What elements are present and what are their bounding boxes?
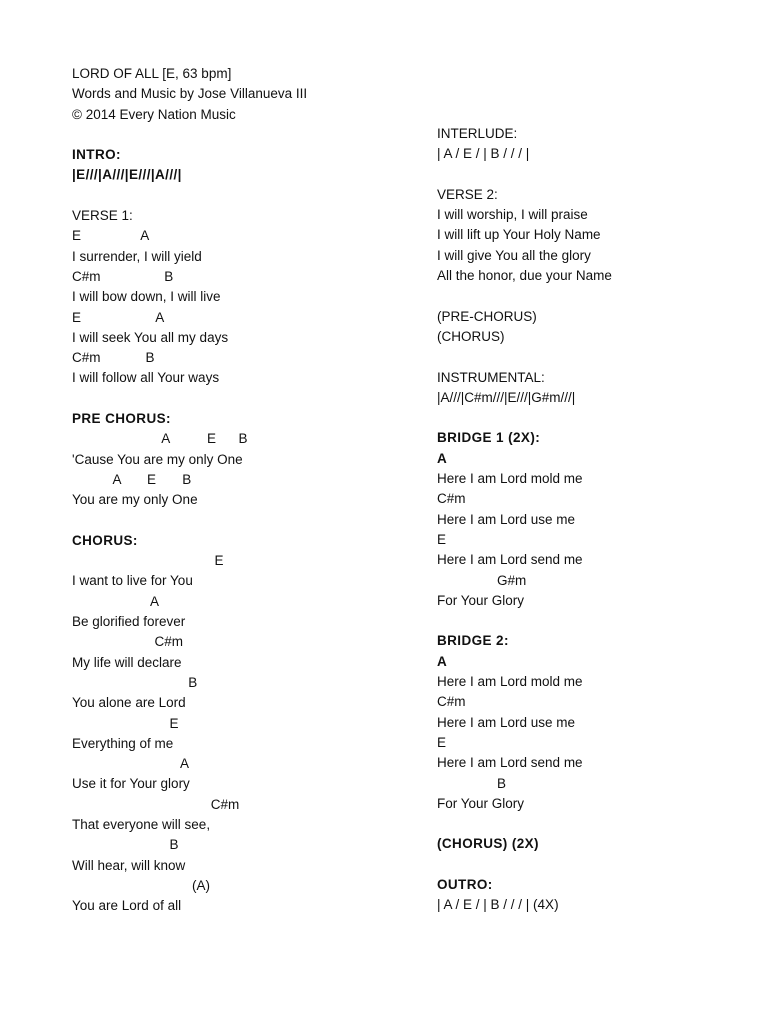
lyric-line: You alone are Lord — [72, 695, 186, 711]
spacer — [437, 347, 737, 367]
chord-line: (A) — [72, 877, 211, 893]
chord-line: E A — [72, 309, 165, 325]
chord-line: B — [72, 837, 179, 853]
chord-line: E — [437, 734, 447, 750]
lyric-line: My life will declare — [72, 654, 182, 670]
lyric-line: For Your Glory — [437, 795, 525, 811]
chord-line: C#m B — [72, 268, 174, 284]
chord-line: A — [72, 593, 160, 609]
chord-line: A — [72, 756, 190, 772]
section-heading: BRIDGE 2: — [437, 633, 509, 649]
lyric-line: Use it for Your glory — [72, 776, 190, 792]
section-heading: OUTRO: — [437, 876, 493, 892]
lyric-line: Will hear, will know — [72, 857, 186, 873]
lyric-line: I will give You all the glory — [437, 247, 591, 263]
spacer — [437, 165, 737, 185]
lyric-line: Here I am Lord mold me — [437, 674, 583, 690]
song-credits: Words and Music by Jose Villanueva III — [72, 86, 308, 102]
section-heading: |E///|A///|E///|A///| — [72, 167, 182, 183]
chord-line: B — [437, 775, 507, 791]
lyric-line: I will lift up Your Holy Name — [437, 227, 601, 243]
lyric-line: |A///|C#m///|E///|G#m///| — [437, 389, 576, 405]
lyric-line: I surrender, I will yield — [72, 248, 202, 264]
lyric-line: That everyone will see, — [72, 816, 211, 832]
lyric-line: I will bow down, I will live — [72, 289, 221, 305]
chord-line: B — [72, 674, 198, 690]
spacer — [437, 855, 737, 875]
lyric-line: All the honor, due your Name — [437, 268, 612, 284]
lyric-line: | A / E / | B / / / | (4X) — [437, 897, 559, 913]
left-column — [72, 64, 402, 916]
lyric-line: (PRE-CHORUS) — [437, 308, 537, 324]
chord-line: C#m — [72, 634, 184, 650]
spacer — [72, 389, 402, 409]
spacer — [437, 814, 737, 834]
song-title: LORD OF ALL [E, 63 bpm] — [72, 66, 232, 81]
chord-line: C#m — [72, 796, 240, 812]
section-heading: CHORUS: — [72, 532, 138, 548]
section-heading: A — [437, 450, 448, 466]
lyric-line: Here I am Lord send me — [437, 552, 583, 568]
lyric-line: (CHORUS) — [437, 328, 505, 344]
spacer — [72, 125, 402, 145]
lyric-line: I will follow all Your ways — [72, 370, 220, 386]
chord-line: E — [72, 553, 224, 569]
copyright-line: © 2014 Every Nation Music — [72, 106, 236, 122]
lyric-line: I will seek You all my days — [72, 329, 229, 345]
chord-line: A E B — [72, 431, 248, 447]
spacer — [72, 186, 402, 206]
lyric-line: I want to live for You — [72, 573, 193, 589]
chord-line: G#m — [437, 572, 527, 588]
chord-line: C#m — [437, 491, 466, 507]
chord-line: E — [437, 531, 447, 547]
lyric-line: INTERLUDE: — [437, 126, 518, 141]
chord-line: C#m B — [72, 350, 155, 366]
lyric-line: You are my only One — [72, 492, 198, 508]
lyric-line: 'Cause You are my only One — [72, 451, 243, 467]
spacer — [72, 511, 402, 531]
lyric-line: VERSE 1: — [72, 208, 133, 224]
lyric-line: INSTRUMENTAL: — [437, 369, 545, 385]
lyric-line: Here I am Lord mold me — [437, 471, 583, 487]
lyric-line: I will worship, I will praise — [437, 207, 588, 223]
right-column — [437, 124, 737, 916]
chord-line: E A — [72, 228, 150, 244]
chord-line: E — [72, 715, 179, 731]
lyric-line: Here I am Lord use me — [437, 511, 576, 527]
section-heading: BRIDGE 1 (2X): — [437, 430, 541, 446]
lyric-line: You are Lord of all — [72, 898, 182, 914]
spacer — [437, 611, 737, 631]
section-heading: A — [437, 653, 448, 669]
chord-line: A E B — [72, 471, 192, 487]
lyric-line: | A / E / | B / / / | — [437, 146, 530, 162]
lyric-line: Everything of me — [72, 735, 174, 751]
lyric-line: VERSE 2: — [437, 186, 498, 202]
lyric-line: Here I am Lord use me — [437, 714, 576, 730]
lyric-line: Be glorified forever — [72, 614, 186, 630]
section-heading: INTRO: — [72, 147, 121, 163]
lyric-line: For Your Glory — [437, 592, 525, 608]
spacer — [437, 286, 737, 306]
spacer — [437, 408, 737, 428]
section-heading: (CHORUS) (2X) — [437, 836, 539, 852]
chord-line: C#m — [437, 694, 466, 710]
lyric-line: Here I am Lord send me — [437, 755, 583, 771]
section-heading: PRE CHORUS: — [72, 411, 171, 427]
